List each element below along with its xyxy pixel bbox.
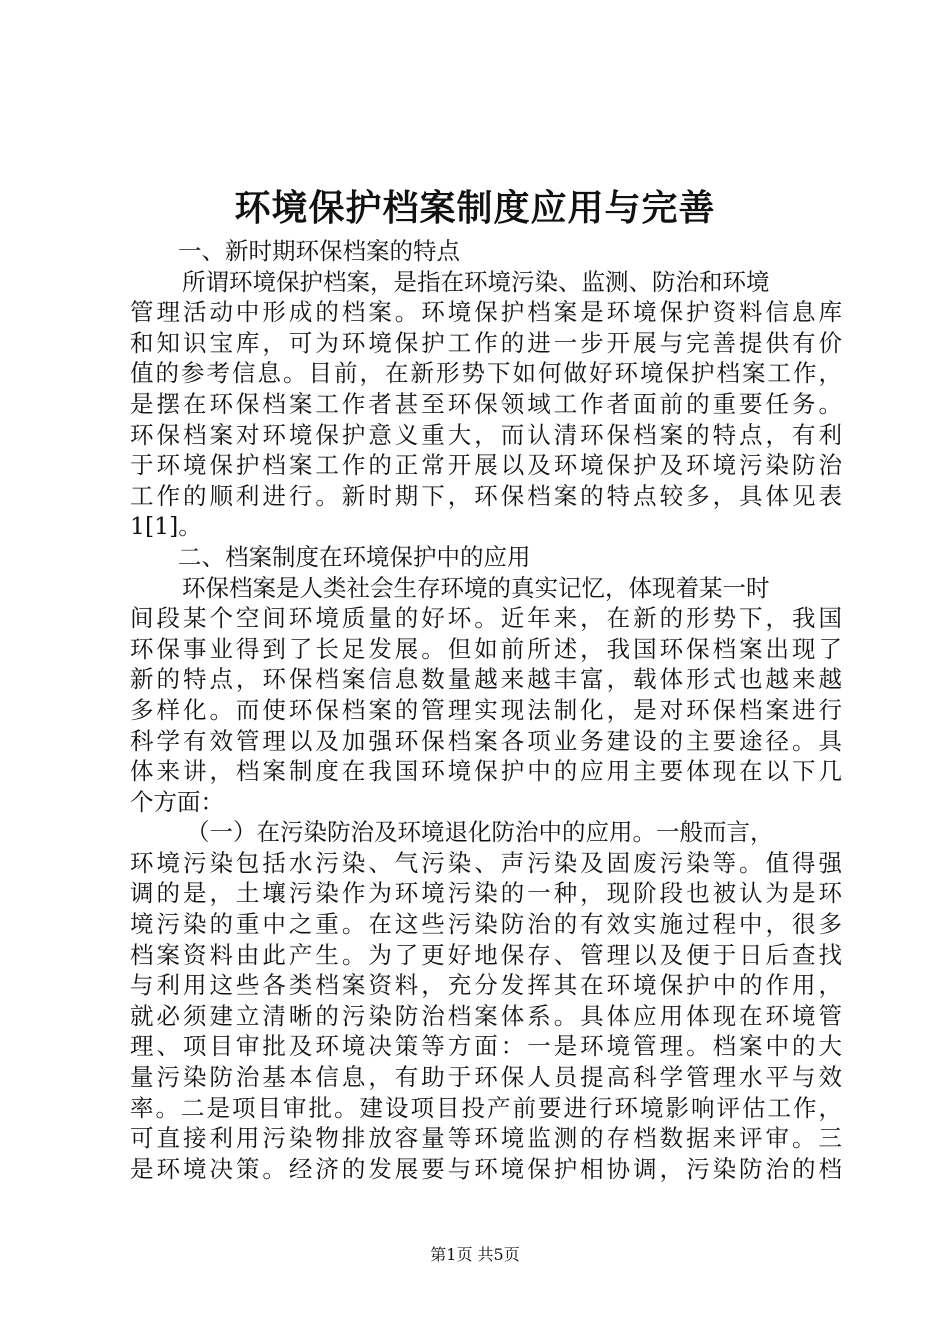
paragraph-line: 于环境保护档案工作的正常开展以及环境保护及环境污染防治 (130, 451, 842, 480)
paragraph-line: 档案资料由此产生。为了更好地保存、管理以及便于日后查找 (130, 940, 842, 969)
page-footer: 第1页 共5页 (430, 1245, 520, 1264)
paragraph-line: 理、项目审批及环境决策等方面：一是环境管理。档案中的大 (130, 1032, 842, 1061)
paragraph-line: 环境污染包括水污染、气污染、声污染及固废污染等。值得强 (130, 848, 842, 877)
paragraph-line: 新的特点，环保档案信息数量越来越丰富，载体形式也越来越 (130, 665, 842, 694)
paragraph-line: 与利用这些各类档案资料，充分发挥其在环境保护中的作用， (130, 971, 842, 1000)
paragraph-line: 和知识宝库，可为环境保护工作的进一步开展与完善提供有价 (130, 328, 842, 357)
paragraph-line: 所谓环境保护档案，是指在环境污染、监测、防治和环境 (182, 267, 770, 296)
document-body (130, 236, 842, 1184)
document-title: 环境保护档案制度应用与完善 (234, 187, 716, 229)
paragraph-line: 率。二是项目审批。建设项目投产前要进行环境影响评估工作， (130, 1093, 842, 1122)
paragraph-line: 体来讲，档案制度在我国环境保护中的应用主要体现在以下几 (130, 757, 842, 786)
paragraph-line: 工作的顺利进行。新时期下，环保档案的特点较多，具体见表 (130, 481, 842, 510)
paragraph-line: 就必须建立清晰的污染防治档案体系。具体应用体现在环境管 (130, 1001, 842, 1030)
paragraph-line: 个方面： (130, 787, 224, 816)
paragraph-line: 是摆在环保档案工作者甚至环保领域工作者面前的重要任务。 (130, 389, 842, 418)
paragraph-line: 环保事业得到了长足发展。但如前所述，我国环保档案出现了 (130, 634, 842, 663)
paragraph-line: 是环境决策。经济的发展要与环境保护相协调，污染防治的档 (130, 1154, 842, 1183)
paragraph-line: 境污染的重中之重。在这些污染防治的有效实施过程中，很多 (130, 910, 842, 939)
paragraph-line: 可直接利用污染物排放容量等环境监测的存档数据来评审。三 (130, 1124, 842, 1153)
section-heading-1: 一、新时期环保档案的特点 (178, 237, 460, 265)
paragraph-line: 调的是，土壤污染作为环境污染的一种，现阶段也被认为是环 (130, 879, 842, 908)
paragraph-line: 1[1]。 (130, 512, 202, 541)
paragraph-line: 量污染防治基本信息，有助于环保人员提高科学管理水平与效 (130, 1063, 842, 1092)
paragraph-line: 环保档案是人类社会生存环境的真实记忆，体现着某一时 (182, 573, 770, 602)
paragraph-line: 值的参考信息。目前，在新形势下如何做好环境保护档案工作， (130, 359, 842, 388)
section-heading-2: 二、档案制度在环境保护中的应用 (178, 542, 531, 571)
paragraph-line: 管理活动中形成的档案。环境保护档案是环境保护资料信息库 (130, 298, 842, 327)
subsection-line: （一）在污染防治及环境退化防治中的应用。一般而言， (186, 818, 774, 847)
paragraph-line: 环保档案对环境保护意义重大，而认清环保档案的特点，有利 (130, 420, 842, 449)
paragraph-line: 间段某个空间环境质量的好坏。近年来，在新的形势下，我国 (130, 604, 842, 633)
paragraph-line: 多样化。而使环保档案的管理实现法制化，是对环保档案进行 (130, 695, 842, 724)
paragraph-line: 科学有效管理以及加强环保档案各项业务建设的主要途径。具 (130, 726, 842, 755)
